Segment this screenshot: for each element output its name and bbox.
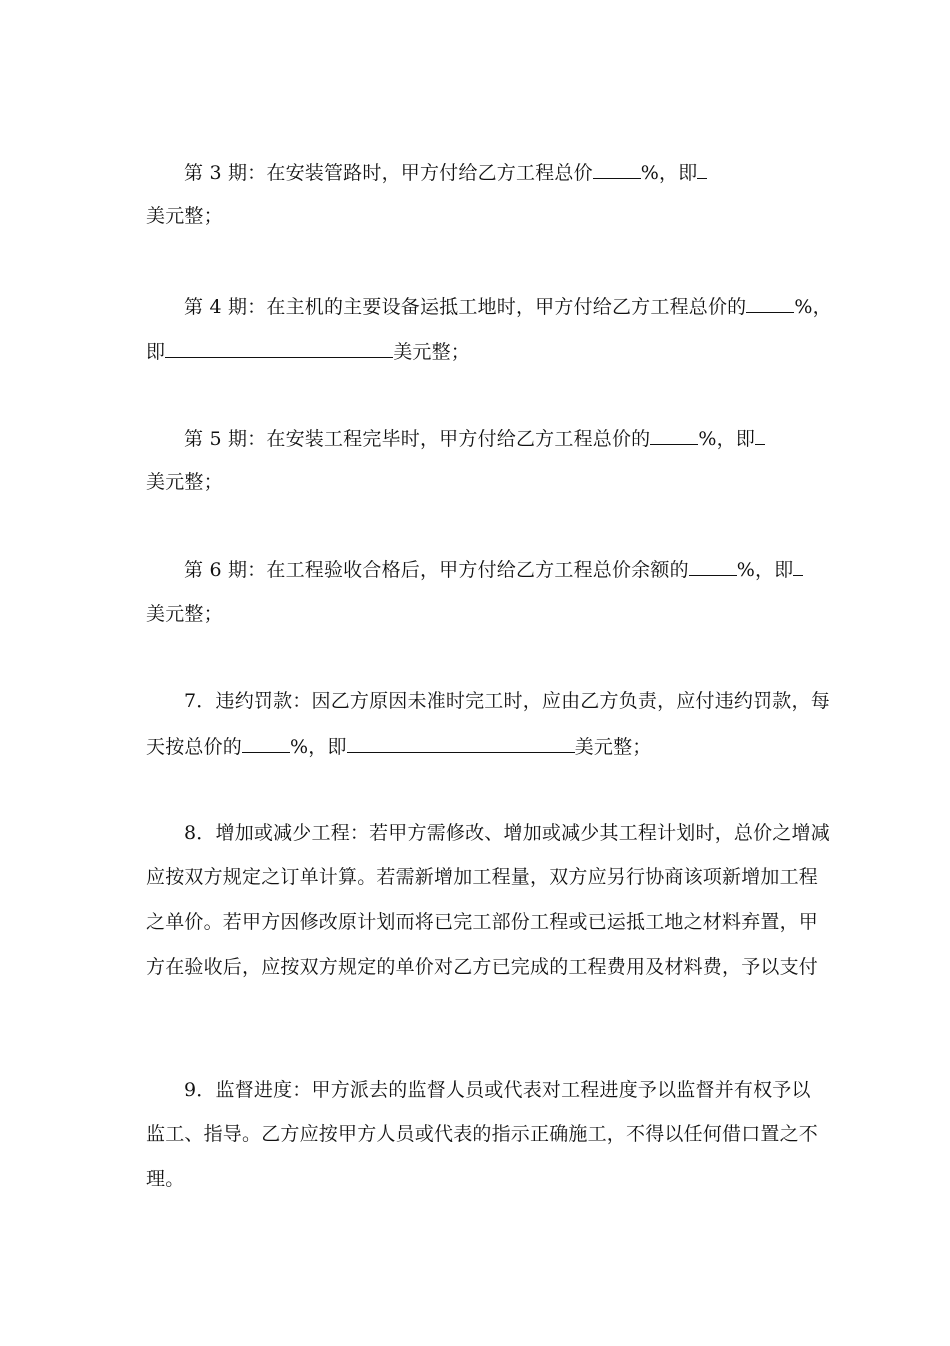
p6-line1	[184, 557, 803, 582]
p6-text-a: 第 6 期：在工程验收合格后，甲方付给乙方工程总价余额的	[184, 559, 689, 581]
p4-line1	[184, 294, 832, 319]
p9-line2: 监工、指导。乙方应按甲方人员或代表的指示正确施工，不得以任何借口置之不	[146, 1123, 819, 1145]
p4-text-a: 第 4 期：在主机的主要设备运抵工地时，甲方付给乙方工程总价的	[184, 296, 747, 318]
p5-line2: 美元整；	[146, 471, 223, 493]
p7-line2	[146, 734, 651, 759]
p3-text-a: 第 3 期：在安装管路时，甲方付给乙方工程总价	[184, 162, 593, 184]
p7-text-c: 美元整；	[574, 736, 652, 758]
p7-text-a: 天按总价的	[146, 736, 243, 758]
p5-text-b: %，即	[698, 428, 756, 450]
blank-percent	[689, 557, 737, 576]
p5-line1	[184, 426, 765, 451]
p3-text-b: %，即	[640, 162, 698, 184]
p8-line1: 8．增加或减少工程：若甲方需修改、增加或减少其工程计划时，总价之增减	[184, 822, 830, 844]
blank-percent	[746, 294, 794, 313]
blank-amount	[793, 557, 803, 576]
p7-text-b: %，即	[290, 736, 347, 758]
p8-line3: 之单价。若甲方因修改原计划而将已完工部份工程或已运抵工地之材料弃置，甲	[146, 911, 819, 933]
p5-text-a: 第 5 期：在安装工程完毕时，甲方付给乙方工程总价的	[184, 428, 651, 450]
p9-line3: 理。	[146, 1168, 185, 1190]
p8-line4: 方在验收后，应按双方规定的单价对乙方已完成的工程费用及材料费，予以支付	[146, 956, 819, 978]
p8-line2: 应按双方规定之订单计算。若需新增加工程量，双方应另行协商该项新增加工程	[146, 866, 819, 888]
p4-text-b: %，	[794, 296, 832, 318]
blank-amount	[165, 339, 393, 358]
blank-percent	[650, 426, 698, 445]
p6-text-b: %，即	[736, 559, 794, 581]
p4-line2	[146, 339, 470, 364]
p3-line1	[184, 160, 707, 185]
p4-text-c: 即	[146, 341, 166, 363]
blank-amount	[697, 160, 707, 179]
p6-line2: 美元整；	[146, 603, 223, 625]
blank-percent	[242, 734, 290, 753]
blank-amount	[755, 426, 765, 445]
p4-text-d: 美元整；	[393, 341, 471, 363]
blank-amount	[347, 734, 575, 753]
p3-line2: 美元整；	[146, 205, 223, 227]
p7-line1: 7．违约罚款：因乙方原因未准时完工时，应由乙方负责，应付违约罚款，每	[184, 690, 830, 712]
blank-percent	[593, 160, 641, 179]
p9-line1: 9．监督进度：甲方派去的监督人员或代表对工程进度予以监督并有权予以	[184, 1079, 811, 1101]
